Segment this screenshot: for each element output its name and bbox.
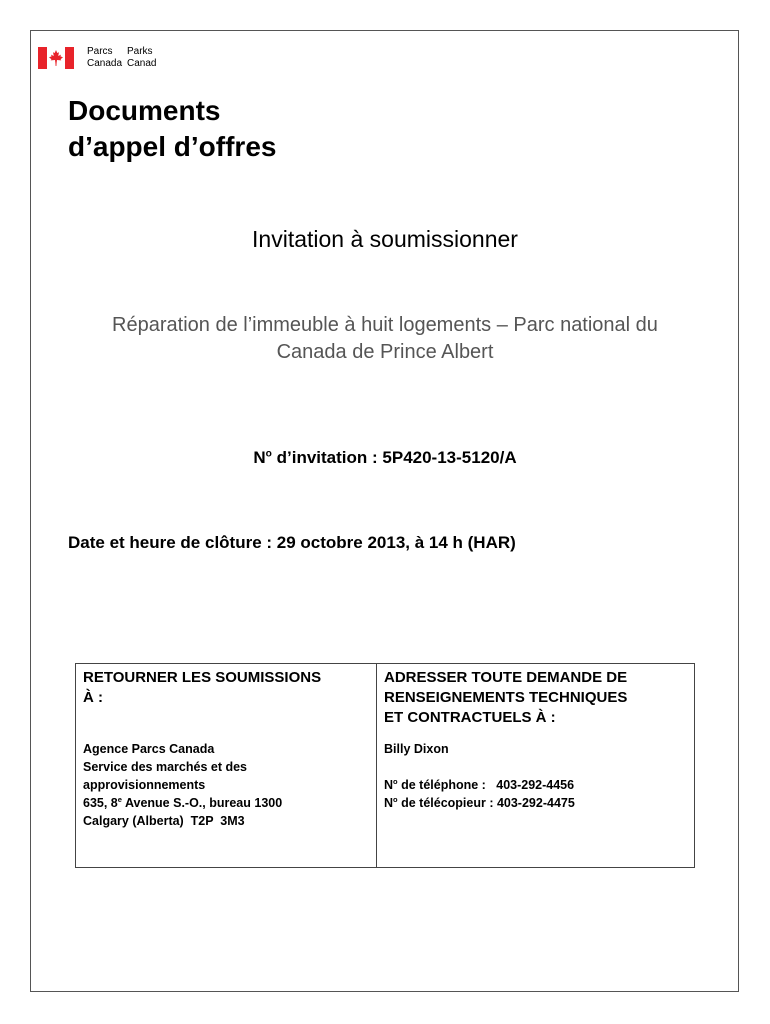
closing-date: Date et heure de clôture : 29 octobre 2013, à 14 h (HAR) bbox=[68, 533, 516, 552]
address-line3: approvisionnements bbox=[83, 778, 206, 792]
phone-prefix: N bbox=[384, 778, 394, 792]
logo-en-line2: Canad bbox=[127, 58, 157, 69]
invitation-text: d’invitation : 5P420-13-5120/A bbox=[271, 448, 517, 467]
title-line2: d’appel d’offres bbox=[68, 131, 277, 162]
phone-text: de téléphone : 403-292-4456 bbox=[397, 778, 575, 792]
return-header-line1: RETOURNER LES SOUMISSIONS bbox=[83, 669, 322, 686]
contact-fax bbox=[384, 794, 687, 812]
title-line1: Documents bbox=[68, 95, 221, 126]
project-line2: Canada de Prince Albert bbox=[276, 341, 494, 363]
return-address bbox=[83, 740, 369, 830]
logo-en-line1: Parks bbox=[127, 46, 153, 57]
logo-fr-line1: Parcs bbox=[87, 46, 113, 57]
address-line4-sup: e bbox=[117, 794, 122, 804]
return-bids-header bbox=[83, 668, 369, 708]
contact-name: Billy Dixon bbox=[384, 742, 449, 756]
address-line4-pre: 635, 8 bbox=[83, 796, 118, 810]
address-line5: Calgary (Alberta) T2P 3M3 bbox=[83, 814, 245, 828]
project-description bbox=[70, 312, 700, 366]
address-line4 bbox=[83, 794, 369, 812]
contact-phone bbox=[384, 776, 687, 794]
phone-sup: o bbox=[393, 776, 398, 786]
enquiries-header bbox=[384, 668, 687, 728]
enquiries-header-line2: RENSEIGNEMENTS TECHNIQUES bbox=[384, 689, 628, 706]
address-line4-post: Avenue S.-O., bureau 1300 bbox=[121, 796, 283, 810]
address-line2: Service des marchés et des bbox=[83, 760, 247, 774]
enquiries-cell bbox=[377, 664, 695, 868]
invitation-prefix: N bbox=[253, 448, 266, 467]
enquiries-header-line3: ET CONTRACTUELS À : bbox=[384, 709, 556, 726]
parks-canada-logo bbox=[38, 46, 167, 70]
document-title bbox=[68, 93, 276, 165]
logo-wordmark bbox=[87, 46, 167, 70]
fax-sup: o bbox=[393, 794, 398, 804]
subtitle: Invitation à soumissionner bbox=[252, 226, 518, 252]
return-header-line2: À : bbox=[83, 689, 103, 706]
return-bids-cell bbox=[76, 664, 377, 868]
project-line1: Réparation de l’immeuble à huit logements – Parc national du bbox=[112, 314, 658, 336]
canada-flag-icon bbox=[38, 47, 74, 69]
invitation-sup: o bbox=[265, 448, 272, 460]
enquiries-header-line1: ADRESSER TOUTE DEMANDE DE bbox=[384, 669, 628, 686]
logo-fr-line2: Canada bbox=[87, 58, 123, 69]
fax-prefix: N bbox=[384, 796, 394, 810]
address-line1: Agence Parcs Canada bbox=[83, 742, 215, 756]
contact-details bbox=[384, 740, 687, 812]
invitation-number bbox=[0, 448, 770, 468]
contact-table bbox=[75, 663, 695, 868]
fax-text: de télécopieur : 403-292-4475 bbox=[397, 796, 575, 810]
